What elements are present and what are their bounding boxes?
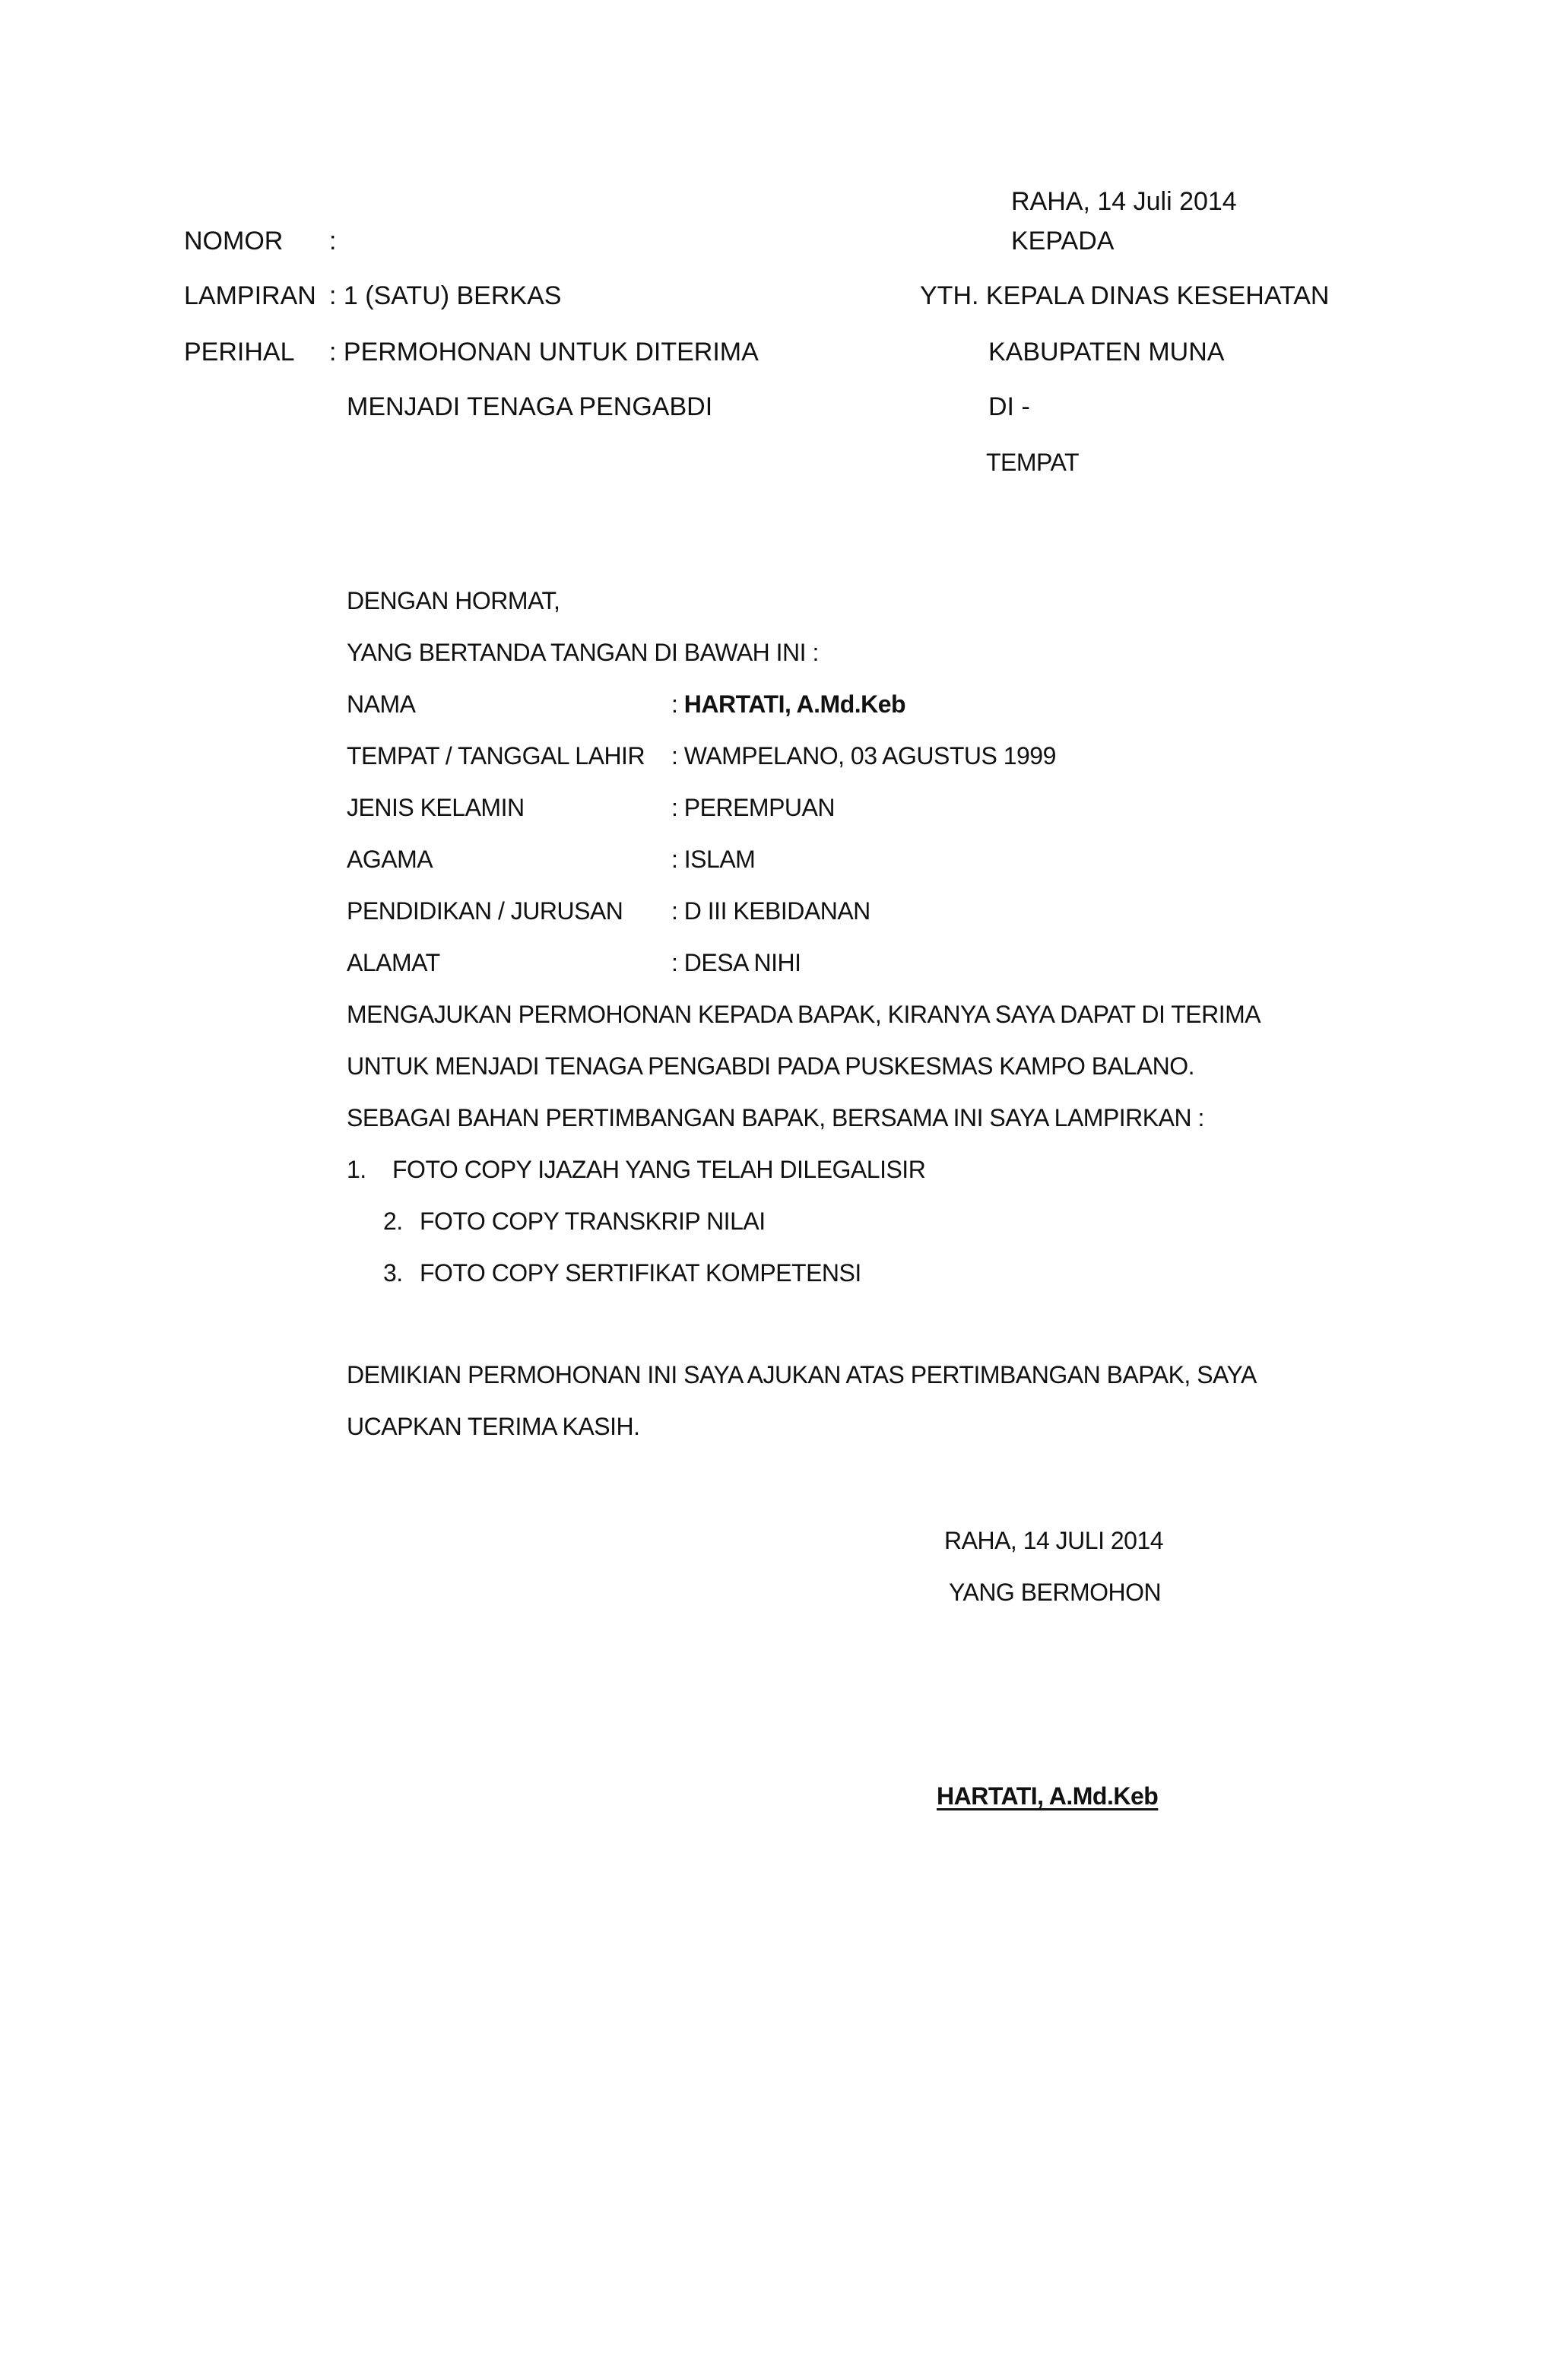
attachment-item: FOTO COPY TRANSKRIP NILAI — [420, 1207, 766, 1235]
perihal-label: PERIHAL — [184, 338, 295, 367]
attachment-item: FOTO COPY SERTIFIKAT KOMPETENSI — [420, 1259, 861, 1287]
greeting: DENGAN HORMAT, — [347, 587, 560, 614]
attachment-number: 2. — [383, 1207, 403, 1235]
nomor-colon: : — [329, 227, 337, 255]
field-value-jenis-kelamin: : PEREMPUAN — [671, 794, 835, 821]
field-value-tempat-tanggal-lahir: : WAMPELANO, 03 AGUSTUS 1999 — [671, 742, 1056, 770]
signature-date: RAHA, 14 JULI 2014 — [944, 1527, 1164, 1554]
field-label-jenis-kelamin: JENIS KELAMIN — [347, 794, 525, 821]
field-label-pendidikan: PENDIDIKAN / JURUSAN — [347, 897, 623, 925]
perihal-value-line-2: MENJADI TENAGA PENGABDI — [347, 392, 713, 421]
request-line-1: MENGAJUKAN PERMOHONAN KEPADA BAPAK, KIRANYA SAYA DAPAT DI TERIMA — [347, 1001, 1261, 1028]
signature-name: HARTATI, A.Md.Keb — [937, 1782, 1159, 1810]
recipient-di: DI - — [988, 392, 1030, 421]
attachment-number: 3. — [383, 1259, 403, 1287]
field-colon: : — [671, 690, 678, 718]
recipient-tempat: TEMPAT — [986, 449, 1080, 476]
signature-title: YANG BERMOHON — [949, 1579, 1162, 1606]
recipient-kabupaten: KABUPATEN MUNA — [988, 338, 1225, 367]
field-label-nama: NAMA — [347, 690, 416, 718]
attachments-intro: SEBAGAI BAHAN PERTIMBANGAN BAPAK, BERSAMA INI SAYA LAMPIRKAN : — [347, 1104, 1204, 1131]
closing-line-2: UCAPKAN TERIMA KASIH. — [347, 1413, 640, 1440]
field-value-alamat: : DESA NIHI — [671, 949, 801, 976]
request-line-2: UNTUK MENJADI TENAGA PENGABDI PADA PUSKESMAS KAMPO BALANO. — [347, 1052, 1194, 1080]
lampiran-value: : 1 (SATU) BERKAS — [329, 281, 562, 310]
nomor-label: NOMOR — [184, 227, 284, 255]
perihal-value-line-1: : PERMOHONAN UNTUK DITERIMA — [329, 338, 759, 367]
letter-date: RAHA, 14 Juli 2014 — [1011, 187, 1237, 216]
recipient-yth: YTH. KEPALA DINAS KESEHATAN — [920, 281, 1330, 310]
closing-line-1: DEMIKIAN PERMOHONAN INI SAYA AJUKAN ATAS PERTIMBANGAN BAPAK, SAYA — [347, 1361, 1257, 1388]
lampiran-label: LAMPIRAN — [184, 281, 316, 310]
intro-line: YANG BERTANDA TANGAN DI BAWAH INI : — [347, 639, 819, 666]
field-value-agama: : ISLAM — [671, 846, 756, 873]
applicant-name: HARTATI, A.Md.Keb — [683, 690, 906, 718]
field-label-alamat: ALAMAT — [347, 949, 440, 976]
attachment-item: FOTO COPY IJAZAH YANG TELAH DILEGALISIR — [392, 1156, 926, 1183]
field-label-agama: AGAMA — [347, 846, 433, 873]
field-label-tempat-tanggal-lahir: TEMPAT / TANGGAL LAHIR — [347, 742, 645, 770]
recipient-kepada: KEPADA — [1011, 227, 1115, 255]
field-value-pendidikan: : D III KEBIDANAN — [671, 897, 870, 925]
attachment-number: 1. — [347, 1156, 366, 1183]
field-value-nama — [671, 692, 905, 716]
